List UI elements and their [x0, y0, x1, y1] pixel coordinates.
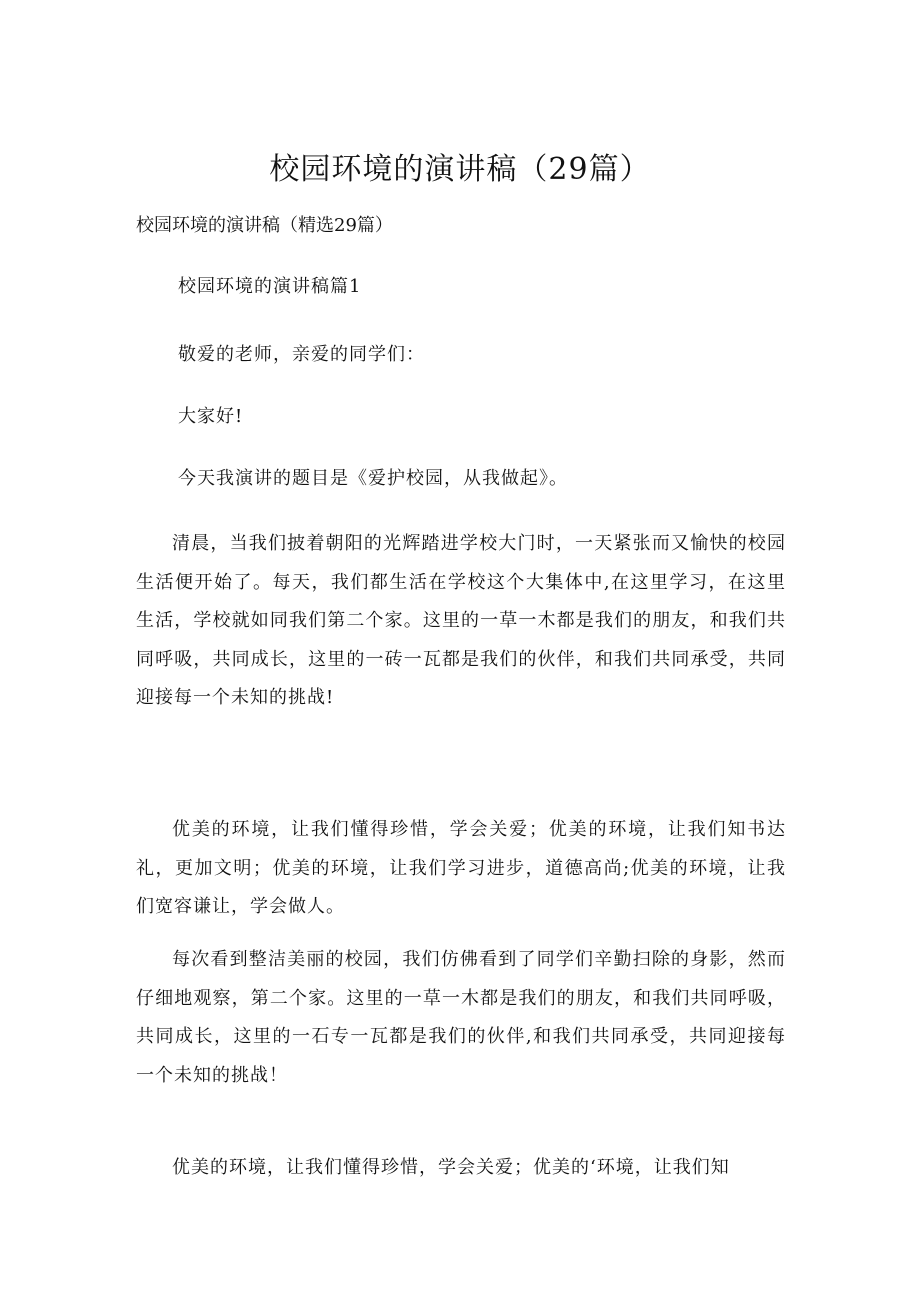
section-heading: 校园环境的演讲稿篇1 — [178, 276, 362, 297]
document-title: 校园环境的演讲稿（29篇） — [269, 152, 651, 187]
body-paragraph-1: 清晨，当我们披着朝阳的光辉踏进学校大门时，一天紧张而又愉快的校园生活便开始了。每天，我们都生活在学校这个大集体中,在这里学习，在这里生活，学校就如同我们第二个家。这里的一草一木都是我们的朋友，和我们共同呼吸，共同成长，这里的一砖一瓦都是我们的伙伴，和我们共同承受，共同迎接每一个未知的挑战! — [136, 533, 786, 708]
hello-line: 大家好! — [178, 406, 244, 427]
body-paragraph-2: 优美的环境，让我们懂得珍惜，学会关爱；优美的环境，让我们知书达礼，更加文明；优美的环境，让我们学习进步，道德高尚;优美的环境，让我们宽容谦让，学会做人。 — [136, 819, 786, 917]
greeting-line: 敬爱的老师，亲爱的同学们： — [178, 344, 425, 365]
body-paragraph-4: 优美的环境，让我们懂得珍惜，学会关爱；优美的‘环境，让我们知 — [172, 1157, 730, 1178]
topic-line: 今天我演讲的题目是《爱护校园，从我做起》。 — [178, 468, 568, 489]
document-subtitle: 校园环境的演讲稿（精选29篇） — [136, 215, 393, 236]
body-paragraph-3: 每次看到整洁美丽的校园，我们仿佛看到了同学们辛勤扫除的身影，然而仔细地观察，第二个家。这里的一草一木都是我们的朋友，和我们共同呼吸，共同成长，这里的一石专一瓦都是我们的伙伴,和我们共同承受，共同迎接每一个未知的挑战！ — [136, 949, 786, 1086]
